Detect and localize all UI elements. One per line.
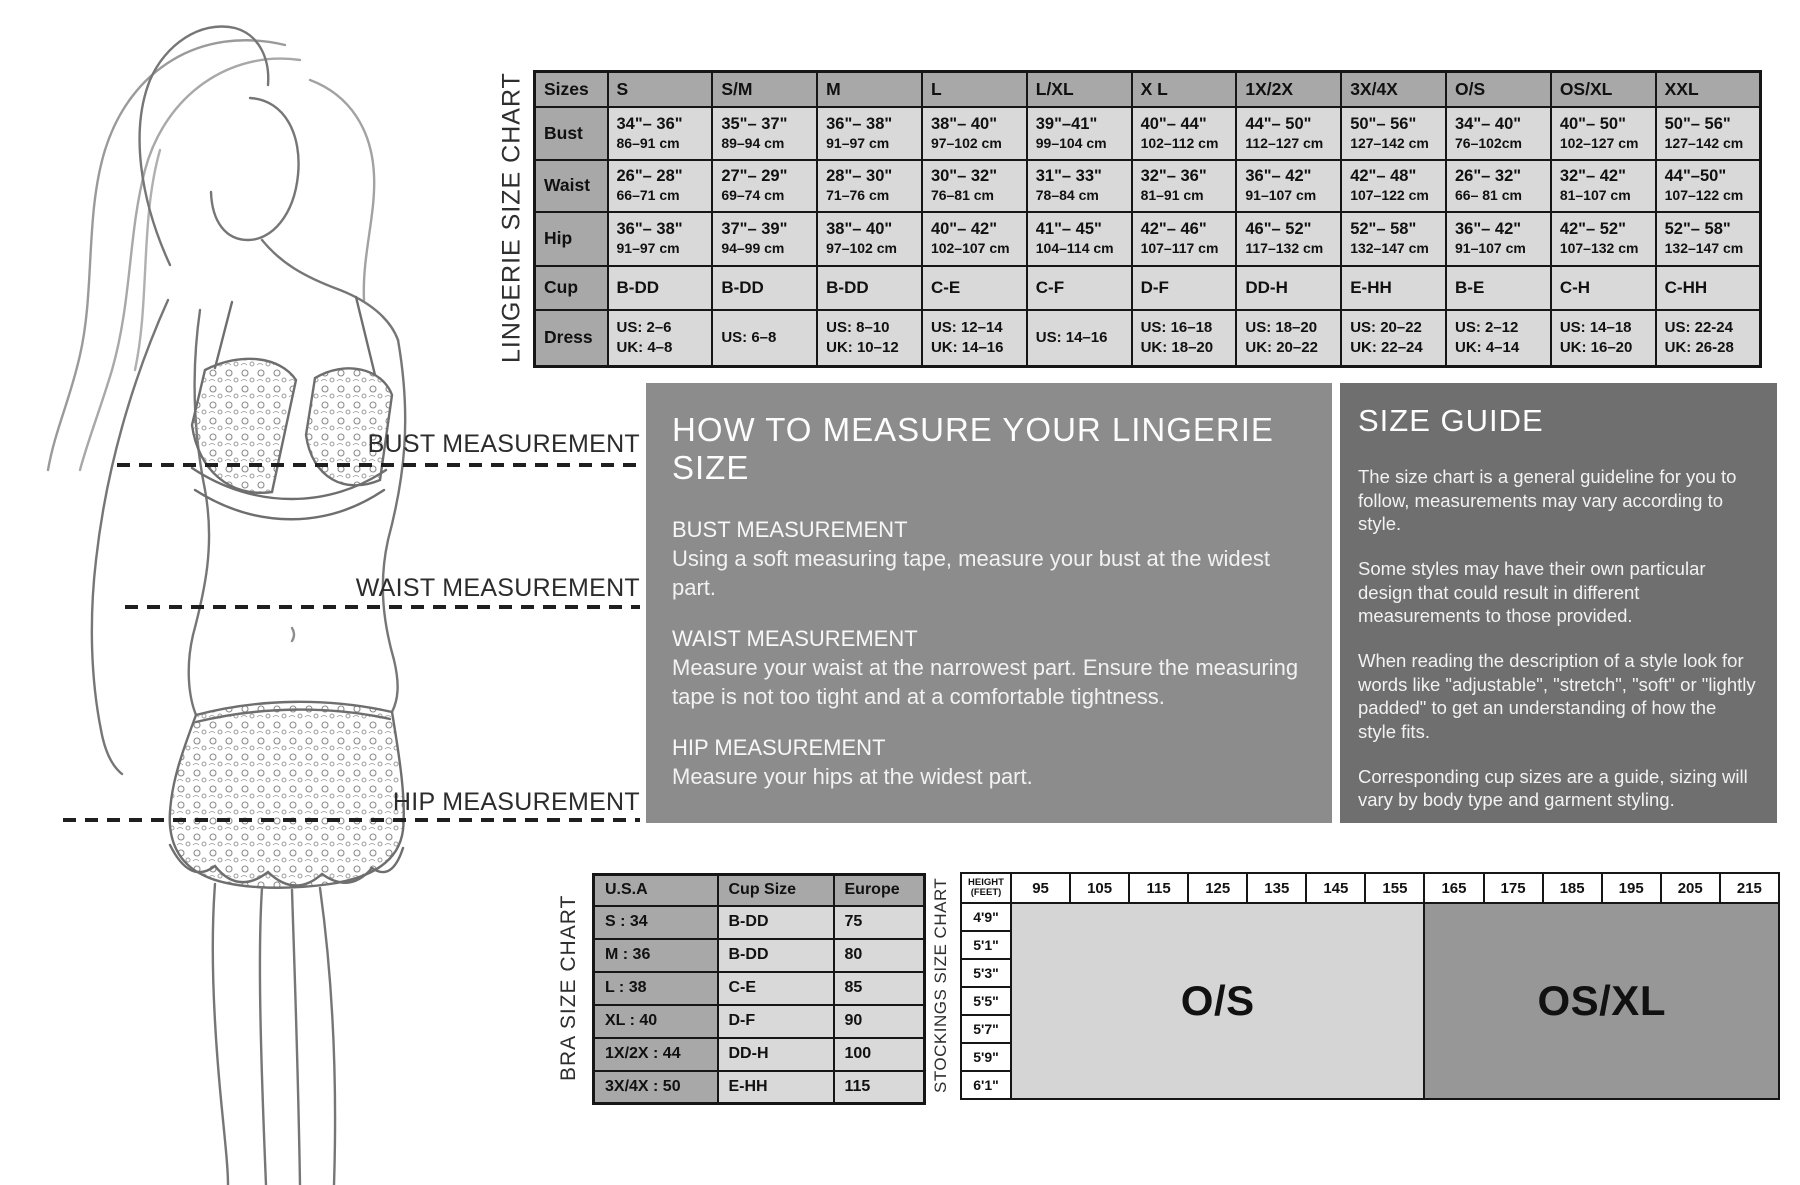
size-guide-paragraph: When reading the description of a style look for words like "adjustable", "stretch", "soft" or "lightly padded" to get an understanding of how the style fits.	[1358, 650, 1756, 743]
cell-value: US: 18–20	[1245, 318, 1318, 336]
lingerie-cell	[1132, 212, 1237, 266]
cell-value: 36"– 38"	[616, 220, 683, 239]
cell-value-cm: 104–114 cm	[1035, 240, 1114, 257]
lingerie-cell	[1027, 107, 1132, 160]
stockings-weight-header: 185	[1543, 873, 1602, 903]
cell-value: 50"– 56"	[1350, 114, 1417, 133]
howto-hip-heading: HIP MEASUREMENT	[672, 735, 886, 761]
cell-value: 35"– 37"	[721, 114, 788, 133]
cell-value: B-DD	[826, 277, 869, 297]
lingerie-cell	[1236, 160, 1341, 212]
cell-value-cm: 66– 81 cm	[1455, 187, 1522, 204]
lingerie-cell	[922, 266, 1027, 310]
cell-value: US: 20–22	[1350, 318, 1422, 336]
stockings-weight-header: 105	[1070, 873, 1129, 903]
cell-value-cm: 97–102 cm	[930, 134, 1002, 151]
stockings-weight-header: 205	[1661, 873, 1720, 903]
cell-value: US: 2–6	[616, 318, 672, 336]
bra-row-label: 1X/2X : 44	[594, 1038, 718, 1071]
cell-value: 36"– 42"	[1455, 220, 1522, 239]
cell-value: B-E	[1455, 277, 1485, 297]
size-guide-paragraph: Some styles may have their own particular design that could result in different measurements to those provided.	[1358, 558, 1706, 627]
cell-value-cm: 127–142 cm	[1664, 134, 1744, 151]
cell-value: 34"– 36"	[616, 114, 683, 133]
lingerie-cell	[922, 310, 1027, 367]
bra-cell: C-E	[718, 972, 834, 1005]
lingerie-row-label: Bust	[535, 107, 608, 160]
cell-value: 39"–41"	[1035, 114, 1098, 133]
stockings-weight-header: 165	[1424, 873, 1483, 903]
cell-value: 50"– 56"	[1664, 114, 1731, 133]
cell-value: 44"– 50"	[1245, 114, 1312, 133]
cell-value: 34"– 40"	[1455, 114, 1522, 133]
bra-column-header: Europe	[834, 875, 925, 906]
lingerie-cell	[1551, 310, 1656, 367]
cell-value-cm: 81–91 cm	[1140, 187, 1204, 204]
lingerie-cell	[817, 212, 922, 266]
cell-value-cm: 102–107 cm	[930, 240, 1010, 257]
cell-value-cm: 97–102 cm	[826, 240, 897, 257]
howto-waist-body: Measure your waist at the narrowest part. Ensure the measuring tape is not too tight and at a comfortable tightness.	[672, 655, 1299, 709]
cell-value: 42"– 48"	[1350, 167, 1417, 186]
cell-value: 31"– 33"	[1035, 167, 1102, 186]
cell-value-cm: 91–97 cm	[616, 240, 680, 257]
cell-value-cm: UK: 22–24	[1350, 338, 1423, 356]
stockings-osxl-region: OS/XL	[1424, 903, 1779, 1099]
cell-value-cm: UK: 26-28	[1664, 338, 1734, 356]
stockings-height-label: 5'9"	[961, 1043, 1011, 1071]
lingerie-cell	[1446, 160, 1551, 212]
bra-cell: B-DD	[718, 906, 834, 939]
cell-value: 32"– 42"	[1559, 167, 1626, 186]
cell-value-cm: UK: 10–12	[826, 338, 899, 356]
lingerie-cell	[922, 160, 1027, 212]
lingerie-cell	[1027, 212, 1132, 266]
lingerie-cell	[608, 107, 713, 160]
bra-cell: 90	[834, 1005, 925, 1038]
lingerie-cell	[1656, 310, 1761, 367]
cell-value: C-H	[1559, 277, 1591, 297]
bra-cell: 85	[834, 972, 925, 1005]
size-guide-panel	[1340, 383, 1777, 823]
cell-value-cm: UK: 16–20	[1559, 338, 1633, 356]
cell-value-cm: 99–104 cm	[1035, 134, 1107, 151]
bra-row-label: L : 38	[594, 972, 718, 1005]
cell-value-cm: UK: 4–14	[1455, 338, 1520, 356]
bra-cell: DD-H	[718, 1038, 834, 1071]
lingerie-cell	[608, 212, 713, 266]
cell-value-cm: 91–97 cm	[826, 134, 890, 151]
bra-cell: 115	[834, 1071, 925, 1104]
lingerie-cell	[1551, 266, 1656, 310]
lingerie-cell	[1551, 160, 1656, 212]
cell-value-cm: 94–99 cm	[721, 240, 785, 257]
lingerie-cell	[608, 266, 713, 310]
lingerie-cell	[1656, 160, 1761, 212]
bra-cell: E-HH	[718, 1071, 834, 1104]
stockings-size-chart-table	[960, 872, 1780, 1100]
bra-row-label: 3X/4X : 50	[594, 1071, 718, 1104]
lingerie-cell	[1132, 107, 1237, 160]
lingerie-cell	[1236, 266, 1341, 310]
cell-value: 26"– 32"	[1455, 167, 1522, 186]
lingerie-size-column-header: X L	[1132, 72, 1237, 107]
cell-value: 26"– 28"	[616, 167, 683, 186]
cell-value: C-F	[1035, 277, 1065, 297]
lingerie-size-column-header: OS/XL	[1551, 72, 1656, 107]
cell-value-cm: UK: 20–22	[1245, 338, 1318, 356]
stockings-weight-header: 215	[1720, 873, 1779, 903]
lingerie-size-column-header: L	[922, 72, 1027, 107]
cell-value: C-HH	[1664, 277, 1708, 297]
stockings-os-region: O/S	[1011, 903, 1424, 1099]
cell-value: B-DD	[616, 277, 659, 297]
lingerie-cell	[1341, 107, 1446, 160]
howto-hip-body: Measure your hips at the widest part.	[672, 764, 1033, 790]
size-guide-paragraph: Corresponding cup sizes are a guide, sizing will vary by body type and garment styling.	[1358, 765, 1748, 811]
cell-value: 38"– 40"	[930, 114, 998, 133]
cell-value: DD-H	[1245, 277, 1288, 297]
lingerie-cell	[817, 160, 922, 212]
cell-value: 38"– 40"	[826, 220, 893, 239]
cell-value: 36"– 42"	[1245, 167, 1312, 186]
lingerie-cell	[1656, 266, 1761, 310]
bust-measurement-label: BUST MEASUREMENT	[367, 430, 640, 458]
stockings-height-label: 5'3"	[961, 959, 1011, 987]
lingerie-cell	[1446, 212, 1551, 266]
bust-dashed-line	[117, 463, 640, 467]
lingerie-row-label: Hip	[535, 212, 608, 266]
lingerie-size-chart-table	[533, 70, 1762, 368]
lingerie-cell	[922, 212, 1027, 266]
cell-value-cm: 112–127 cm	[1245, 134, 1324, 151]
corner-line: (FEET)	[970, 887, 1002, 898]
stockings-weight-header: 135	[1247, 873, 1306, 903]
size-guide-title: SIZE GUIDE	[1358, 403, 1544, 438]
lingerie-row-label: Cup	[535, 266, 608, 310]
cell-value: 37"– 39"	[721, 220, 788, 239]
hip-dashed-line	[63, 818, 640, 822]
waist-dashed-line	[125, 605, 640, 609]
cell-value: 44"–50"	[1664, 167, 1727, 186]
cell-value: US: 16–18	[1140, 318, 1213, 336]
cell-value: 28"– 30"	[826, 167, 893, 186]
lingerie-cell	[1656, 107, 1761, 160]
lingerie-cell	[922, 107, 1027, 160]
lingerie-cell	[817, 310, 922, 367]
cell-value: 42"– 46"	[1140, 220, 1207, 239]
lingerie-cell	[817, 266, 922, 310]
cell-value: 36"– 38"	[826, 114, 893, 133]
lingerie-corner-header: Sizes	[535, 72, 608, 107]
stockings-height-label: 6'1"	[961, 1071, 1011, 1099]
cell-value: US: 14–16	[1035, 328, 1108, 346]
lingerie-cell	[1236, 212, 1341, 266]
hip-measurement-label: HIP MEASUREMENT	[392, 788, 640, 816]
cell-value-cm: 89–94 cm	[721, 134, 785, 151]
lingerie-size-column-header: S	[608, 72, 713, 107]
cell-value: 52"– 58"	[1664, 220, 1731, 239]
cell-value-cm: 102–127 cm	[1559, 134, 1639, 151]
lingerie-cell	[1027, 266, 1132, 310]
lingerie-size-column-header: O/S	[1446, 72, 1551, 107]
stockings-corner-header	[961, 873, 1011, 903]
stockings-weight-header: 175	[1484, 873, 1543, 903]
lingerie-cell	[1132, 266, 1237, 310]
lingerie-cell	[1027, 160, 1132, 212]
cell-value: 40"– 44"	[1140, 114, 1207, 133]
stockings-weight-header: 125	[1188, 873, 1247, 903]
lingerie-cell	[608, 160, 713, 212]
cell-value-cm: UK: 14–16	[930, 338, 1004, 356]
lingerie-cell	[608, 310, 713, 367]
howto-waist-heading: WAIST MEASUREMENT	[672, 626, 918, 652]
lingerie-cell	[1341, 212, 1446, 266]
cell-value: 27"– 29"	[721, 167, 788, 186]
stockings-chart-side-label: STOCKINGS SIZE CHART	[931, 877, 950, 1093]
cell-value-cm: 66–71 cm	[616, 187, 680, 204]
cell-value: US: 2–12	[1455, 318, 1519, 336]
cell-value: US: 22-24	[1664, 318, 1733, 336]
cell-value-cm: 81–107 cm	[1559, 187, 1631, 204]
size-guide-paragraph: The size chart is a general guideline for you to follow, measurements may vary according to style.	[1358, 466, 1737, 535]
cell-value: US: 12–14	[930, 318, 1003, 336]
cell-value: 41"– 45"	[1035, 220, 1102, 239]
lingerie-cell	[1027, 310, 1132, 367]
lingerie-cell	[1551, 212, 1656, 266]
lingerie-size-column-header: M	[817, 72, 922, 107]
lingerie-cell	[817, 107, 922, 160]
lingerie-cell	[1551, 107, 1656, 160]
cell-value-cm: UK: 18–20	[1140, 338, 1214, 356]
cell-value: D-F	[1140, 277, 1169, 297]
how-to-measure-title: HOW TO MEASURE YOUR LINGERIE SIZE	[672, 411, 1274, 486]
cell-value-cm: 127–142 cm	[1350, 134, 1429, 151]
cell-value-cm: 107–117 cm	[1140, 240, 1219, 257]
stockings-height-label: 4'9"	[961, 903, 1011, 931]
cell-value-cm: 107–132 cm	[1559, 240, 1639, 257]
bra-size-chart-table	[592, 873, 926, 1105]
stockings-height-label: 5'1"	[961, 931, 1011, 959]
lingerie-size-column-header: 1X/2X	[1236, 72, 1341, 107]
stockings-weight-header: 115	[1129, 873, 1188, 903]
bra-cell: B-DD	[718, 939, 834, 972]
cell-value-cm: 91–107 cm	[1245, 187, 1317, 204]
lingerie-cell	[1132, 310, 1237, 367]
cell-value: 42"– 52"	[1559, 220, 1626, 239]
cell-value-cm: 107–122 cm	[1350, 187, 1429, 204]
lingerie-size-column-header: 3X/4X	[1341, 72, 1446, 107]
lingerie-cell	[712, 107, 817, 160]
cell-value: E-HH	[1350, 277, 1392, 297]
lingerie-cell	[1446, 107, 1551, 160]
cell-value-cm: 78–84 cm	[1035, 187, 1099, 204]
lingerie-size-column-header: L/XL	[1027, 72, 1132, 107]
cell-value-cm: 107–122 cm	[1664, 187, 1744, 204]
lingerie-chart-side-label: LINGERIE SIZE CHART	[497, 72, 526, 363]
cell-value-cm: 132–147 cm	[1350, 240, 1429, 257]
cell-value-cm: 86–91 cm	[616, 134, 680, 151]
bra-row-label: S : 34	[594, 906, 718, 939]
lingerie-cell	[712, 212, 817, 266]
lingerie-row-label: Dress	[535, 310, 608, 367]
stockings-height-label: 5'5"	[961, 987, 1011, 1015]
lingerie-cell	[712, 160, 817, 212]
bra-cell: 75	[834, 906, 925, 939]
lingerie-cell	[1236, 107, 1341, 160]
lingerie-cell	[712, 310, 817, 367]
cell-value: C-E	[930, 277, 961, 297]
cell-value: US: 6–8	[721, 328, 777, 346]
cell-value: 40"– 42"	[930, 220, 998, 239]
bra-cell: 100	[834, 1038, 925, 1071]
lingerie-cell	[1446, 310, 1551, 367]
lingerie-cell	[1341, 310, 1446, 367]
howto-bust-body: Using a soft measuring tape, measure your bust at the widest part.	[672, 546, 1270, 600]
cell-value: US: 14–18	[1559, 318, 1632, 336]
cell-value-cm: 76–81 cm	[930, 187, 994, 204]
stockings-weight-header: 195	[1602, 873, 1661, 903]
bra-row-label: M : 36	[594, 939, 718, 972]
lingerie-size-column-header: XXL	[1656, 72, 1761, 107]
lingerie-cell	[1446, 266, 1551, 310]
waist-measurement-label: WAIST MEASUREMENT	[355, 574, 640, 602]
cell-value-cm: 132–147 cm	[1664, 240, 1744, 257]
lingerie-cell	[1132, 160, 1237, 212]
cell-value-cm: 71–76 cm	[826, 187, 890, 204]
cell-value: 40"– 50"	[1559, 114, 1626, 133]
stockings-weight-header: 145	[1306, 873, 1365, 903]
stockings-height-label: 5'7"	[961, 1015, 1011, 1043]
bra-chart-side-label: BRA SIZE CHART	[557, 894, 580, 1082]
lingerie-cell	[1341, 266, 1446, 310]
stockings-weight-header: 95	[1011, 873, 1070, 903]
howto-bust-heading: BUST MEASUREMENT	[672, 517, 908, 542]
cell-value-cm: 117–132 cm	[1245, 240, 1324, 257]
cell-value: US: 8–10	[826, 318, 890, 336]
cell-value-cm: 76–102cm	[1455, 134, 1522, 151]
how-to-measure-panel	[646, 383, 1332, 823]
cell-value: 46"– 52"	[1245, 220, 1312, 239]
cell-value-cm: 91–107 cm	[1455, 240, 1526, 257]
bra-row-label: XL : 40	[594, 1005, 718, 1038]
bra-column-header: U.S.A	[594, 875, 718, 906]
stockings-weight-header: 155	[1365, 873, 1424, 903]
lingerie-row-label: Waist	[535, 160, 608, 212]
cell-value: B-DD	[721, 277, 764, 297]
bra-cell: D-F	[718, 1005, 834, 1038]
lingerie-size-column-header: S/M	[712, 72, 817, 107]
cell-value-cm: UK: 4–8	[616, 338, 673, 356]
lingerie-cell	[712, 266, 817, 310]
lingerie-cell	[1341, 160, 1446, 212]
corner-line: HEIGHT	[968, 876, 1004, 888]
cell-value-cm: 69–74 cm	[721, 187, 785, 204]
cell-value: 30"– 32"	[930, 167, 998, 186]
lingerie-cell	[1236, 310, 1341, 367]
bra-cell: 80	[834, 939, 925, 972]
cell-value-cm: 102–112 cm	[1140, 134, 1219, 151]
cell-value: 52"– 58"	[1350, 220, 1417, 239]
bra-column-header: Cup Size	[718, 875, 834, 906]
cell-value: 32"– 36"	[1140, 167, 1207, 186]
lingerie-cell	[1656, 212, 1761, 266]
